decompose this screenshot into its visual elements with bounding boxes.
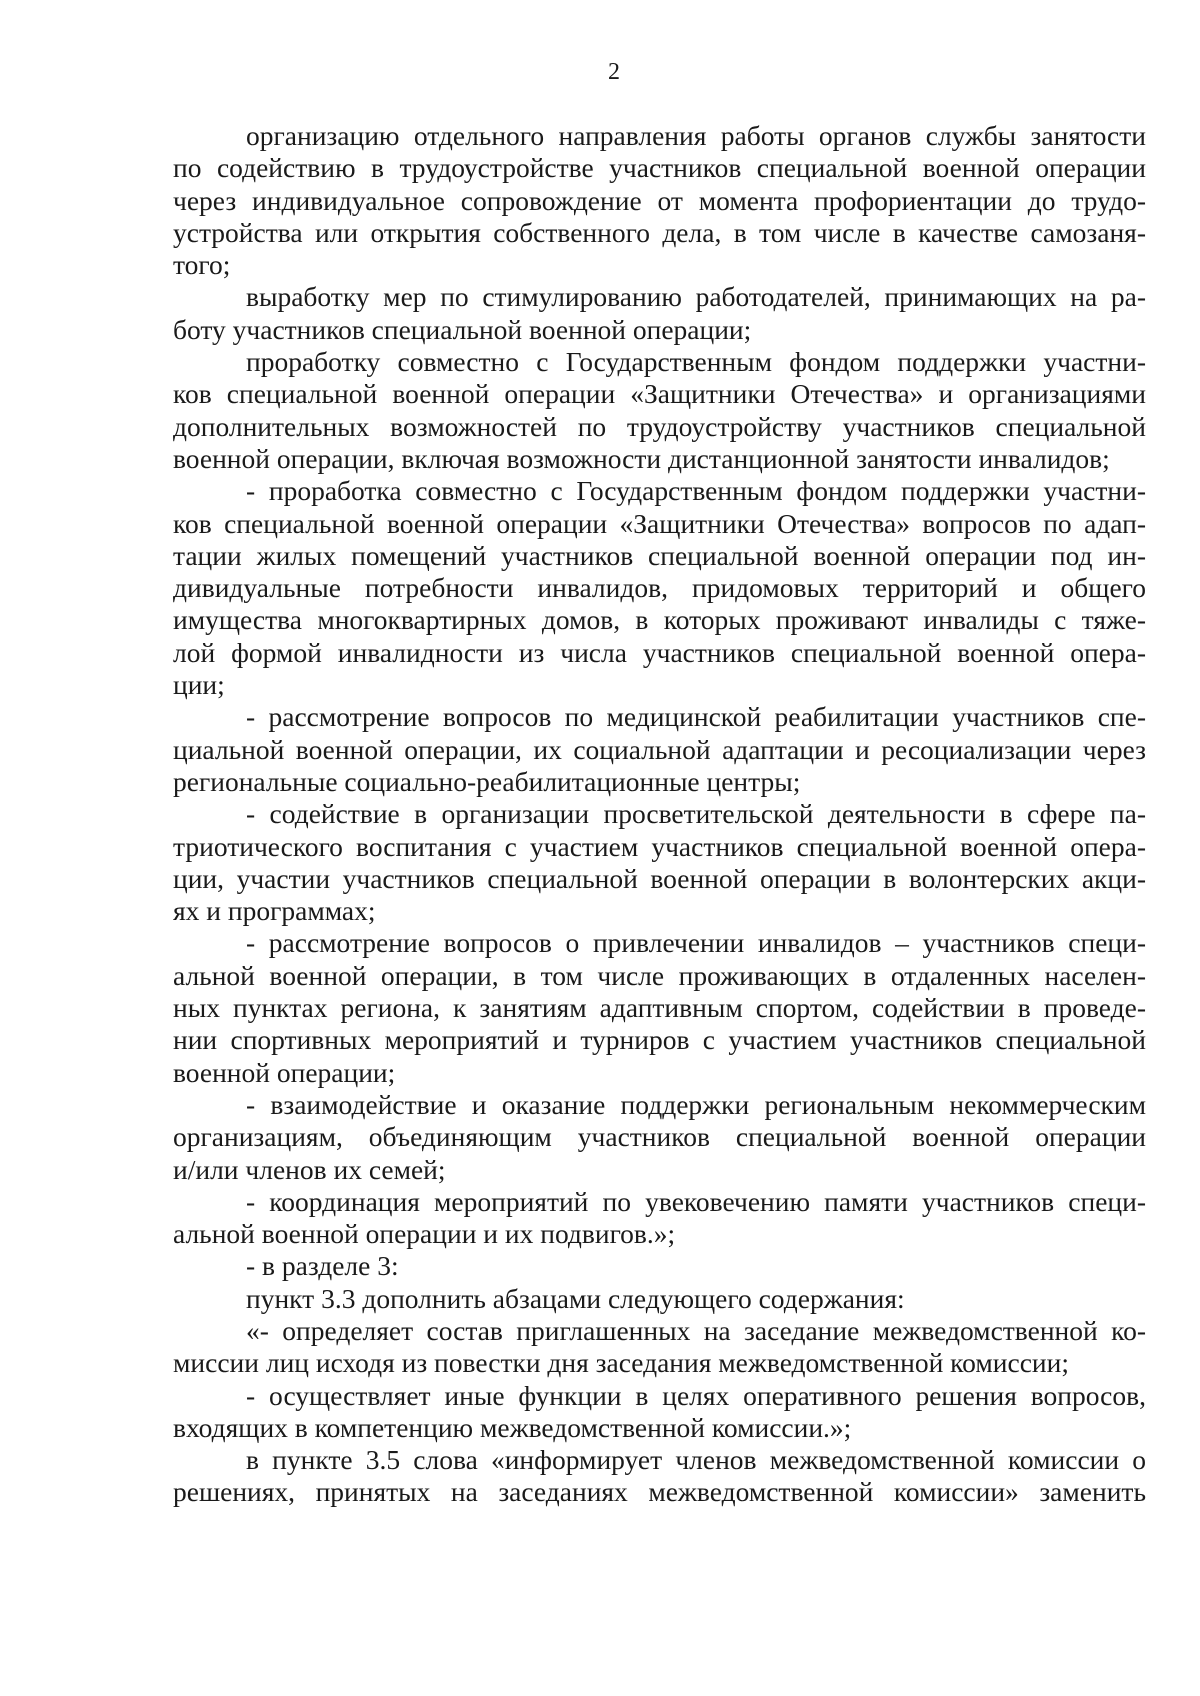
paragraph-line: ных пунктах региона, к занятиям адаптивным спортом, содействии в проведе-	[173, 992, 1146, 1024]
paragraph-line: - содействие в организации просветительской деятельности в сфере па-	[246, 798, 1146, 830]
paragraph-line: - проработка совместно с Государственным фондом поддержки участни-	[246, 475, 1146, 507]
page-number: 2	[608, 59, 620, 85]
paragraph-line: дивидуальные потребности инвалидов, придомовых территорий и общего	[173, 572, 1146, 604]
paragraph-line: - координация мероприятий по увековечению памяти участников специ-	[246, 1185, 1146, 1217]
paragraph-line: ции, участии участников специальной военной операции в волонтерских акци-	[173, 862, 1146, 894]
paragraph-line: по содействию в трудоустройстве участников специальной военной операции	[173, 152, 1146, 184]
paragraph-line: выработку мер по стимулированию работодателей, принимающих на ра-	[246, 281, 1146, 313]
paragraph-line: - рассмотрение вопросов по медицинской реабилитации участников спе-	[246, 701, 1146, 733]
paragraph-line: организациям, объединяющим участников специальной военной операции	[173, 1121, 1146, 1153]
paragraph	[173, 281, 1146, 346]
paragraph-line: устройства или открытия собственного дела, в том числе в качестве самозаня-	[173, 216, 1146, 248]
paragraph-line: решениях, принятых на заседаниях межведомственной комиссии» заменить	[173, 1476, 1146, 1508]
paragraph-line: дополнительных возможностей по трудоустройству участников специальной	[173, 410, 1146, 442]
paragraph-line: ях и программах;	[173, 895, 376, 927]
document-body	[173, 120, 1146, 1509]
paragraph-line: входящих в компетенцию межведомственной комиссии.»;	[173, 1411, 852, 1443]
paragraph-line: «- определяет состав приглашенных на заседание межведомственной ко-	[246, 1314, 1146, 1346]
paragraph-line: ков специальной военной операции «Защитники Отечества» и организациями	[173, 378, 1146, 410]
paragraph-line: альной военной операции, в том числе проживающих в отдаленных населен-	[173, 959, 1146, 991]
paragraph	[173, 120, 1146, 281]
paragraph	[173, 927, 1146, 1088]
paragraph-line: тации жилых помещений участников специальной военной операции под ин-	[173, 539, 1146, 571]
paragraph-line: триотического воспитания с участием участников специальной военной опера-	[173, 830, 1146, 862]
paragraph-line: ции;	[173, 669, 225, 701]
paragraph	[173, 1186, 1146, 1251]
paragraph-line: организацию отдельного направления работы органов службы занятости	[246, 120, 1146, 151]
paragraph-line: региональные социально-реабилитационные центры;	[173, 765, 801, 797]
paragraph-line: циальной военной операции, их социальной адаптации и ресоциализации через	[173, 733, 1146, 765]
paragraph	[173, 1315, 1146, 1380]
paragraph-line: лой формой инвалидности из числа участников специальной военной опера-	[173, 636, 1146, 668]
paragraph-line: военной операции;	[173, 1056, 396, 1088]
paragraph	[173, 1283, 1146, 1315]
paragraph-line: - в разделе 3:	[246, 1250, 399, 1282]
paragraph-line: - осуществляет иные функции в целях оперативного решения вопросов,	[246, 1379, 1146, 1411]
paragraph-line: в пункте 3.5 слова «информирует членов межведомственной комиссии о	[246, 1444, 1146, 1476]
paragraph	[173, 1250, 1146, 1282]
paragraph-line: военной операции, включая возможности дистанционной занятости инвалидов;	[173, 442, 1110, 474]
paragraph-line: того;	[173, 249, 231, 281]
paragraph-line: имущества многоквартирных домов, в которых проживают инвалиды с тяже-	[173, 604, 1146, 636]
paragraph-line: пункт 3.3 дополнить абзацами следующего содержания:	[246, 1282, 905, 1314]
paragraph	[173, 346, 1146, 475]
paragraph-line: проработку совместно с Государственным фондом поддержки участни-	[246, 346, 1146, 378]
paragraph-line: нии спортивных мероприятий и турниров с участием участников специальной	[173, 1024, 1146, 1056]
paragraph	[173, 475, 1146, 701]
paragraph	[173, 1089, 1146, 1186]
paragraph-line: альной военной операции и их подвигов.»;	[173, 1218, 676, 1250]
paragraph	[173, 1380, 1146, 1445]
paragraph-line: боту участников специальной военной операции;	[173, 313, 752, 345]
paragraph-line: - взаимодействие и оказание поддержки региональным некоммерческим	[246, 1088, 1146, 1120]
paragraph-line: ков специальной военной операции «Защитники Отечества» вопросов по адап-	[173, 507, 1146, 539]
paragraph-line: - рассмотрение вопросов о привлечении инвалидов – участников специ-	[246, 927, 1146, 959]
paragraph-line: и/или членов их семей;	[173, 1153, 446, 1185]
paragraph	[173, 1444, 1146, 1509]
paragraph	[173, 798, 1146, 927]
paragraph-line: через индивидуальное сопровождение от момента профориентации до трудо-	[173, 184, 1146, 216]
paragraph-line: миссии лиц исходя из повестки дня заседания межведомственной комиссии;	[173, 1347, 1069, 1379]
paragraph	[173, 701, 1146, 798]
